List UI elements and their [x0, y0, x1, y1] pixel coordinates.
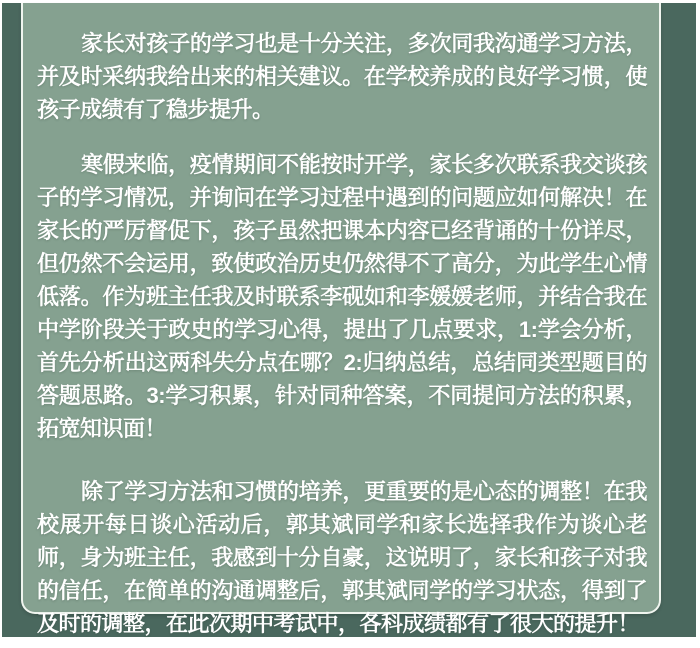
- paragraph-study-attention: 家长对孩子的学习也是十分关注，多次同我沟通学习方法，并及时采纳我给出来的相关建议。在学校养成的良好学习惯，使孩子成绩有了稳步提升。: [37, 31, 647, 122]
- paragraph-mindset-adjustment: 除了学习方法和习惯的培养，更重要的是心态的调整！在我校展开每日谈心活动后，郭其斌同学和家长选择我作为谈心老师，身为班主任，我感到十分自豪，这说明了，家长和孩子对我的信任，在简单的沟通调整后，郭其斌同学的学习状态，得到了及时的调整，在此次期中考试中，各科成绩都有了很大的提升！: [37, 479, 647, 636]
- paragraph-winter-vacation: 寒假来临，疫情期间不能按时开学，家长多次联系我交谈孩子的学习情况，并询问在学习过程中遇到的问题应如何解决！在家长的严厉督促下，孩子虽然把课本内容已经背诵的十份详尽，但仍然不会运用，致使政治历史仍然得不了高分，为此学生心情低落。作为班主任我及时联系李砚如和李媛媛老师，并结合我在中学阶段关于政史的学习心得，提出了几点要求，1:学会分析，首先分析出这两科失分点在哪？2:归纳总结，总结同类型题目的答题思路。3:学习积累，针对同种答案，不同提问方法的积累，拓宽知识面！: [37, 152, 647, 441]
- article-body: [23, 3, 659, 648]
- text-panel: [21, 3, 661, 636]
- content-frame: [2, 3, 696, 637]
